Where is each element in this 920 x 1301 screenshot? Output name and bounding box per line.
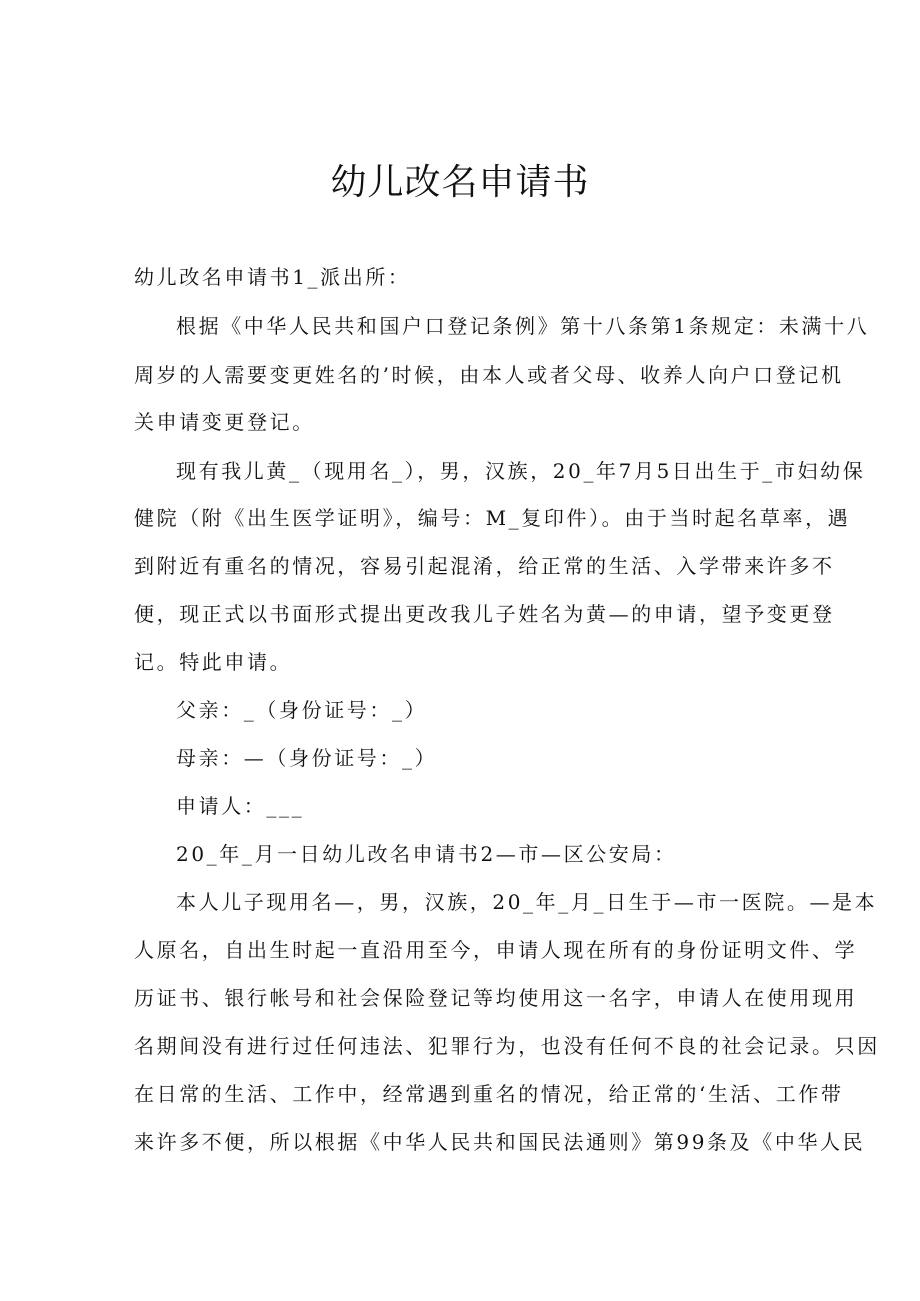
- paragraph-line: 周岁的人需要变更姓名的’时候，由本人或者父母、收养人向户口登记机: [134, 363, 844, 387]
- applicant-line: 申请人：___: [176, 794, 305, 818]
- paragraph-line: 本人儿子现用名—，男，汉族，20_年_月_日生于—市一医院。—是本: [176, 890, 878, 914]
- paragraph-line: 便，现正式以书面形式提出更改我儿子姓名为黄—的申请，望予变更登: [134, 602, 835, 626]
- paragraph-line: 来许多不便，所以根据《中华人民共和国民法通则》第99条及《中华人民: [134, 1130, 866, 1154]
- paragraph-line: 关申请变更登记。: [134, 410, 315, 434]
- paragraph-line: 健院（附《出生医学证明》，编号：M_复印件）。由于当时起名草率，遇: [134, 506, 851, 530]
- date-and-second-heading-line: 20_年_月一日幼儿改名申请书2—市—区公安局：: [176, 842, 677, 866]
- paragraph-line: 到附近有重名的情况，容易引起混淆，给正常的生活、入学带来许多不: [134, 554, 835, 578]
- mother-info-line: 母亲：—（身份证号：_）: [176, 746, 438, 770]
- paragraph-line: 现有我儿黄_（现用名_），男，汉族，20_年7月5日出生于_市妇幼保: [176, 459, 866, 483]
- father-info-line: 父亲：_（身份证号：_）: [176, 698, 428, 722]
- salutation-line: 幼儿改名申请书1_派出所：: [134, 265, 411, 289]
- paragraph-line: 根据《中华人民共和国户口登记条例》第十八条第1条规定：未满十八: [176, 314, 870, 338]
- paragraph-line: 名期间没有进行过任何违法、犯罪行为，也没有任何不良的社会记录。只因: [134, 1034, 880, 1058]
- paragraph-line: 历证书、银行帐号和社会保险登记等均使用这一名字，申请人在使用现用: [134, 986, 858, 1010]
- paragraph-line: 记。特此申请。: [134, 650, 293, 674]
- paragraph-line: 在日常的生活、工作中，经常遇到重名的情况，给正常的‘生活、工作带: [134, 1082, 844, 1106]
- paragraph-line: 人原名，自出生时起一直沿用至今，申请人现在所有的身份证明文件、学: [134, 938, 858, 962]
- document-title: 幼儿改名申请书: [330, 162, 590, 203]
